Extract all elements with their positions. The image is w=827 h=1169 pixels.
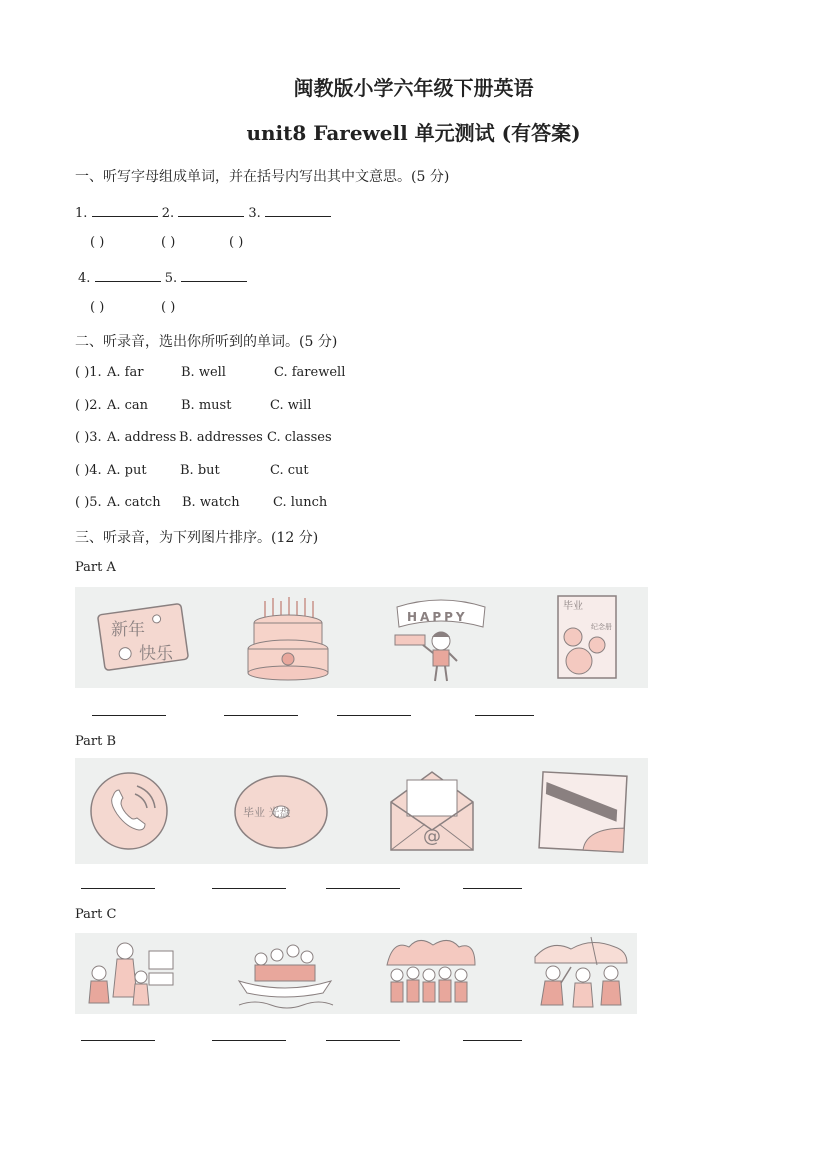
part-a-answer-line[interactable] xyxy=(337,714,411,716)
part-c-answer-line[interactable] xyxy=(81,1039,155,1041)
choice-number[interactable]: ( )5. xyxy=(75,495,102,510)
part-a-answer-line[interactable] xyxy=(224,714,298,716)
meaning-paren[interactable]: ( ) xyxy=(161,235,176,250)
part-c-answer-line[interactable] xyxy=(326,1039,400,1041)
part-b-label: Part B xyxy=(75,734,117,749)
choice-number[interactable]: ( )1. xyxy=(75,365,102,380)
choice-a: A. can xyxy=(107,398,149,413)
answer-blank[interactable] xyxy=(178,203,244,217)
answer-blank[interactable] xyxy=(92,203,158,217)
svg-text:快乐: 快乐 xyxy=(139,644,173,664)
meaning-paren[interactable]: ( ) xyxy=(229,235,244,250)
part-a-answer-line[interactable] xyxy=(475,714,534,716)
graduation-album-icon xyxy=(555,593,621,683)
part-b-picture-strip xyxy=(75,758,648,864)
part-c-label: Part C xyxy=(75,907,117,922)
part-a-picture-strip xyxy=(75,587,648,688)
teacher-students-icon xyxy=(83,937,179,1011)
choice-b: B. addresses xyxy=(179,430,263,445)
svg-text:HAPPY: HAPPY xyxy=(407,610,468,624)
item-number: 3. xyxy=(248,206,261,221)
dictation-row-2 xyxy=(78,268,247,286)
part-c-answer-line[interactable] xyxy=(463,1039,522,1041)
children-waving-icon xyxy=(531,935,631,1013)
part-c-answer-line[interactable] xyxy=(212,1039,286,1041)
meaning-paren[interactable]: ( ) xyxy=(90,235,105,250)
group-photo-icon xyxy=(383,935,479,1013)
choice-number[interactable]: ( )2. xyxy=(75,398,102,413)
svg-text:毕业 光盘: 毕业 光盘 xyxy=(243,806,291,819)
choice-c: C. classes xyxy=(267,430,332,445)
section-one-heading: 一、听写字母组成单词，并在括号内写出其中文意思。(5 分) xyxy=(75,169,450,185)
birthday-cake-icon xyxy=(245,593,331,685)
choice-c: C. cut xyxy=(270,463,309,478)
choice-number[interactable]: ( )3. xyxy=(75,430,102,445)
choice-c: C. farewell xyxy=(274,365,346,380)
page-title: 闽教版小学六年级下册英语 xyxy=(293,76,534,100)
graduation-cd-icon xyxy=(233,772,329,852)
part-c-picture-strip xyxy=(75,933,637,1014)
dictation-row-1 xyxy=(75,203,331,221)
item-number: 2. xyxy=(161,206,175,221)
svg-text:@: @ xyxy=(423,826,441,847)
part-b-answer-line[interactable] xyxy=(463,887,522,889)
children-boat-icon xyxy=(235,937,335,1011)
svg-text:毕业: 毕业 xyxy=(563,601,583,612)
happy-boy-banner-icon xyxy=(393,591,489,687)
photo-card-icon xyxy=(535,768,631,856)
page-subtitle: unit8 Farewell 单元测试 (有答案) xyxy=(246,121,581,145)
telephone-icon xyxy=(87,768,171,854)
meaning-paren[interactable]: ( ) xyxy=(161,300,176,315)
item-number: 5. xyxy=(164,271,178,286)
item-number: 1. xyxy=(75,206,88,221)
answer-blank[interactable] xyxy=(95,268,161,282)
choice-number[interactable]: ( )4. xyxy=(75,463,102,478)
choice-b: B. watch xyxy=(182,495,240,510)
section-three-heading: 三、听录音，为下列图片排序。(12 分) xyxy=(75,530,319,546)
svg-text:纪念册: 纪念册 xyxy=(591,623,612,631)
choice-a: A. put xyxy=(107,463,147,478)
answer-blank[interactable] xyxy=(265,203,331,217)
choice-a: A. far xyxy=(107,365,144,380)
email-envelope-icon xyxy=(387,766,477,856)
part-a-label: Part A xyxy=(75,560,116,575)
item-number: 4. xyxy=(78,271,91,286)
choice-b: B. must xyxy=(181,398,232,413)
svg-text:新年: 新年 xyxy=(111,620,145,640)
part-b-answer-line[interactable] xyxy=(81,887,155,889)
answer-blank[interactable] xyxy=(181,268,247,282)
part-a-answer-line[interactable] xyxy=(92,714,166,716)
new-year-card-icon xyxy=(93,599,193,675)
part-b-answer-line[interactable] xyxy=(326,887,400,889)
section-two-heading: 二、听录音，选出你所听到的单词。(5 分) xyxy=(75,334,338,350)
part-b-answer-line[interactable] xyxy=(212,887,286,889)
choice-c: C. will xyxy=(270,398,312,413)
choice-c: C. lunch xyxy=(273,495,328,510)
choice-a: A. address xyxy=(107,430,177,445)
choice-b: B. but xyxy=(180,463,220,478)
meaning-paren[interactable]: ( ) xyxy=(90,300,105,315)
choice-b: B. well xyxy=(181,365,226,380)
choice-a: A. catch xyxy=(107,495,161,510)
